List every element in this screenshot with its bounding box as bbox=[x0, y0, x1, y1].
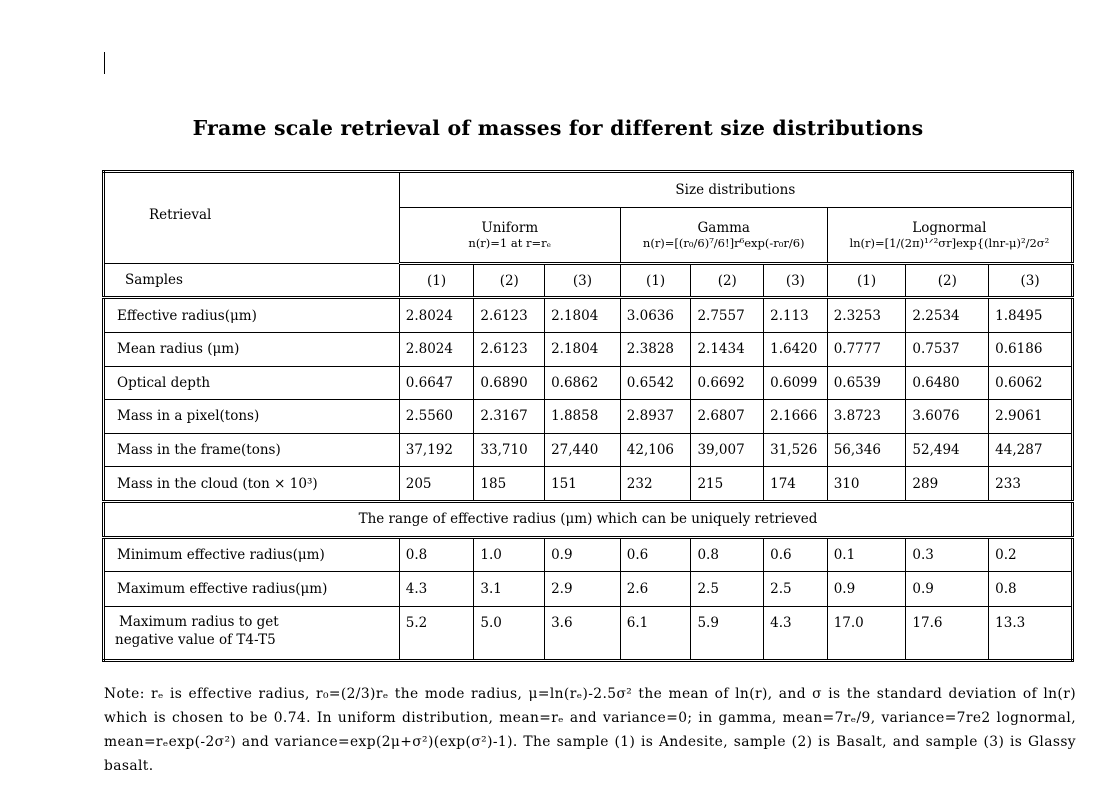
table-cell: 39,007 bbox=[691, 433, 764, 467]
table-cell: 5.0 bbox=[474, 606, 545, 660]
sample-header: (1) bbox=[399, 263, 474, 298]
table-cell: 0.1 bbox=[827, 537, 906, 572]
table-row bbox=[104, 606, 1073, 660]
table-cell: 185 bbox=[474, 467, 545, 502]
page-title: Frame scale retrieval of masses for different size distributions bbox=[192, 116, 924, 140]
table-cell: 1.8495 bbox=[989, 298, 1073, 333]
table-cell: 2.5560 bbox=[399, 400, 474, 434]
footnote: Note: rₑ is effective radius, r₀=(2/3)rₑ the mode radius, μ=ln(rₑ)-2.5σ² the mean of ln(r), and σ is the standard deviation of ln(r) which is chosen to be 0.74. In uniform distribution, mean=rₑ and variance=0; in gamma, mean=7rₑ/9, variance=7re2 lognormal, mean=rₑexp(-2σ²) and variance=exp(2μ+σ²)(exp(σ²)-1). The sample (1) is Andesite, sample (2) is Basalt, and sample (3) is Glassy basalt. bbox=[104, 686, 1076, 774]
table-cell: 174 bbox=[764, 467, 828, 502]
distribution-formula: n(r)=[(r₀/6)⁷/6!]r⁶exp(-r₀r/6) bbox=[642, 235, 805, 250]
table-cell: 0.6539 bbox=[827, 366, 906, 400]
table-cell: 2.6123 bbox=[474, 298, 545, 333]
table-cell: 2.1804 bbox=[545, 298, 621, 333]
table-cell: 5.2 bbox=[399, 606, 474, 660]
sample-header: (2) bbox=[691, 263, 764, 298]
row-label: Mass in the cloud (ton × 10³) bbox=[104, 467, 400, 502]
table-cell: 27,440 bbox=[545, 433, 621, 467]
table-cell: 0.6480 bbox=[906, 366, 989, 400]
row-label: Effective radius(μm) bbox=[104, 298, 400, 333]
table-row bbox=[104, 467, 1073, 502]
table-cell: 0.9 bbox=[906, 572, 989, 607]
table-cell: 0.6647 bbox=[399, 366, 474, 400]
sample-header: (2) bbox=[906, 263, 989, 298]
results-table bbox=[102, 170, 1074, 662]
size-distributions-header: Size distributions bbox=[399, 172, 1072, 208]
table-cell: 310 bbox=[827, 467, 906, 502]
table-cell: 0.3 bbox=[906, 537, 989, 572]
sample-header: (2) bbox=[474, 263, 545, 298]
distribution-gamma-header bbox=[620, 207, 827, 263]
row-label: Minimum effective radius(μm) bbox=[104, 537, 400, 572]
table-cell: 0.6099 bbox=[764, 366, 828, 400]
table-cell: 3.1 bbox=[474, 572, 545, 607]
row-label: Mean radius (μm) bbox=[104, 332, 400, 366]
table-cell: 0.9 bbox=[827, 572, 906, 607]
table-cell: 4.3 bbox=[764, 606, 828, 660]
table-row bbox=[104, 298, 1073, 333]
row-label: Mass in the frame(tons) bbox=[104, 433, 400, 467]
distribution-name: Gamma bbox=[697, 219, 750, 236]
table-row bbox=[104, 332, 1073, 366]
table-row bbox=[104, 572, 1073, 607]
table-cell: 17.6 bbox=[906, 606, 989, 660]
table-cell: 2.1434 bbox=[691, 332, 764, 366]
table-cell: 205 bbox=[399, 467, 474, 502]
table-cell: 13.3 bbox=[989, 606, 1073, 660]
table-cell: 0.8 bbox=[989, 572, 1073, 607]
table-cell: 233 bbox=[989, 467, 1073, 502]
table-cell: 1.8858 bbox=[545, 400, 621, 434]
table-row bbox=[104, 433, 1073, 467]
distribution-formula: n(r)=1 at r=rₑ bbox=[468, 235, 552, 250]
table-cell: 2.3253 bbox=[827, 298, 906, 333]
samples-row bbox=[104, 263, 1073, 298]
table-cell: 0.9 bbox=[545, 537, 621, 572]
table-cell: 2.5 bbox=[764, 572, 828, 607]
distribution-formula: ln(r)=[1/(2π)¹ᐟ²σr]exp{(lnr-μ)²/2σ² bbox=[849, 235, 1050, 250]
distribution-uniform-header bbox=[399, 207, 620, 263]
table-cell: 2.9 bbox=[545, 572, 621, 607]
table-cell: 2.1804 bbox=[545, 332, 621, 366]
table-cell: 232 bbox=[620, 467, 691, 502]
table-cell: 0.7777 bbox=[827, 332, 906, 366]
table-cell: 215 bbox=[691, 467, 764, 502]
table-cell: 0.8 bbox=[691, 537, 764, 572]
table-cell: 289 bbox=[906, 467, 989, 502]
samples-label: Samples bbox=[104, 263, 400, 298]
table-cell: 1.0 bbox=[474, 537, 545, 572]
table-cell: 2.7557 bbox=[691, 298, 764, 333]
table-cell: 2.8024 bbox=[399, 332, 474, 366]
table-cell: 0.6 bbox=[764, 537, 828, 572]
table-cell: 0.6890 bbox=[474, 366, 545, 400]
table-cell: 0.7537 bbox=[906, 332, 989, 366]
table-cell: 2.2534 bbox=[906, 298, 989, 333]
table-cell: 52,494 bbox=[906, 433, 989, 467]
sample-header: (3) bbox=[989, 263, 1073, 298]
table-row bbox=[104, 366, 1073, 400]
table-cell: 56,346 bbox=[827, 433, 906, 467]
table-row bbox=[104, 400, 1073, 434]
table-cell: 0.2 bbox=[989, 537, 1073, 572]
table-cell: 3.8723 bbox=[827, 400, 906, 434]
sample-header: (1) bbox=[827, 263, 906, 298]
table-cell: 6.1 bbox=[620, 606, 691, 660]
row-label bbox=[104, 606, 400, 660]
table-cell: 0.6 bbox=[620, 537, 691, 572]
table-cell: 2.1666 bbox=[764, 400, 828, 434]
table-cell: 0.6862 bbox=[545, 366, 621, 400]
table-row bbox=[104, 537, 1073, 572]
table-cell: 2.9061 bbox=[989, 400, 1073, 434]
table-cell: 2.8024 bbox=[399, 298, 474, 333]
row-label: Mass in a pixel(tons) bbox=[104, 400, 400, 434]
table-cell: 4.3 bbox=[399, 572, 474, 607]
sample-header: (3) bbox=[545, 263, 621, 298]
table-cell: 2.6807 bbox=[691, 400, 764, 434]
table-cell: 37,192 bbox=[399, 433, 474, 467]
table-cell: 2.3167 bbox=[474, 400, 545, 434]
row-label-line: Maximum radius to get bbox=[119, 613, 279, 630]
retrieval-header bbox=[104, 172, 400, 264]
table-cell: 2.6 bbox=[620, 572, 691, 607]
table-cell: 3.6 bbox=[545, 606, 621, 660]
retrieval-label: Retrieval bbox=[149, 207, 212, 223]
table-cell: 2.3828 bbox=[620, 332, 691, 366]
table-cell: 0.6186 bbox=[989, 332, 1073, 366]
table-cell: 3.0636 bbox=[620, 298, 691, 333]
table-cell: 1.6420 bbox=[764, 332, 828, 366]
table-cell: 3.6076 bbox=[906, 400, 989, 434]
table-cell: 0.6062 bbox=[989, 366, 1073, 400]
table-cell: 2.113 bbox=[764, 298, 828, 333]
text-cursor bbox=[104, 52, 105, 74]
distribution-name: Uniform bbox=[481, 219, 539, 236]
row-label: Maximum effective radius(μm) bbox=[104, 572, 400, 607]
row-label: Optical depth bbox=[104, 366, 400, 400]
table-cell: 0.6692 bbox=[691, 366, 764, 400]
table-cell: 5.9 bbox=[691, 606, 764, 660]
table-cell: 2.5 bbox=[691, 572, 764, 607]
row-label-line: negative value of T4-T5 bbox=[115, 631, 276, 648]
table-cell: 31,526 bbox=[764, 433, 828, 467]
table-cell: 44,287 bbox=[989, 433, 1073, 467]
table-cell: 0.8 bbox=[399, 537, 474, 572]
table-cell: 33,710 bbox=[474, 433, 545, 467]
distribution-lognormal-header bbox=[827, 207, 1072, 263]
distribution-name: Lognormal bbox=[912, 219, 987, 236]
sample-header: (1) bbox=[620, 263, 691, 298]
table-cell: 17.0 bbox=[827, 606, 906, 660]
sample-header: (3) bbox=[764, 263, 828, 298]
table-cell: 0.6542 bbox=[620, 366, 691, 400]
table-cell: 2.8937 bbox=[620, 400, 691, 434]
table-cell: 2.6123 bbox=[474, 332, 545, 366]
table-cell: 42,106 bbox=[620, 433, 691, 467]
table-cell: 151 bbox=[545, 467, 621, 502]
range-header: The range of effective radius (μm) which can be uniquely retrieved bbox=[104, 502, 1073, 538]
